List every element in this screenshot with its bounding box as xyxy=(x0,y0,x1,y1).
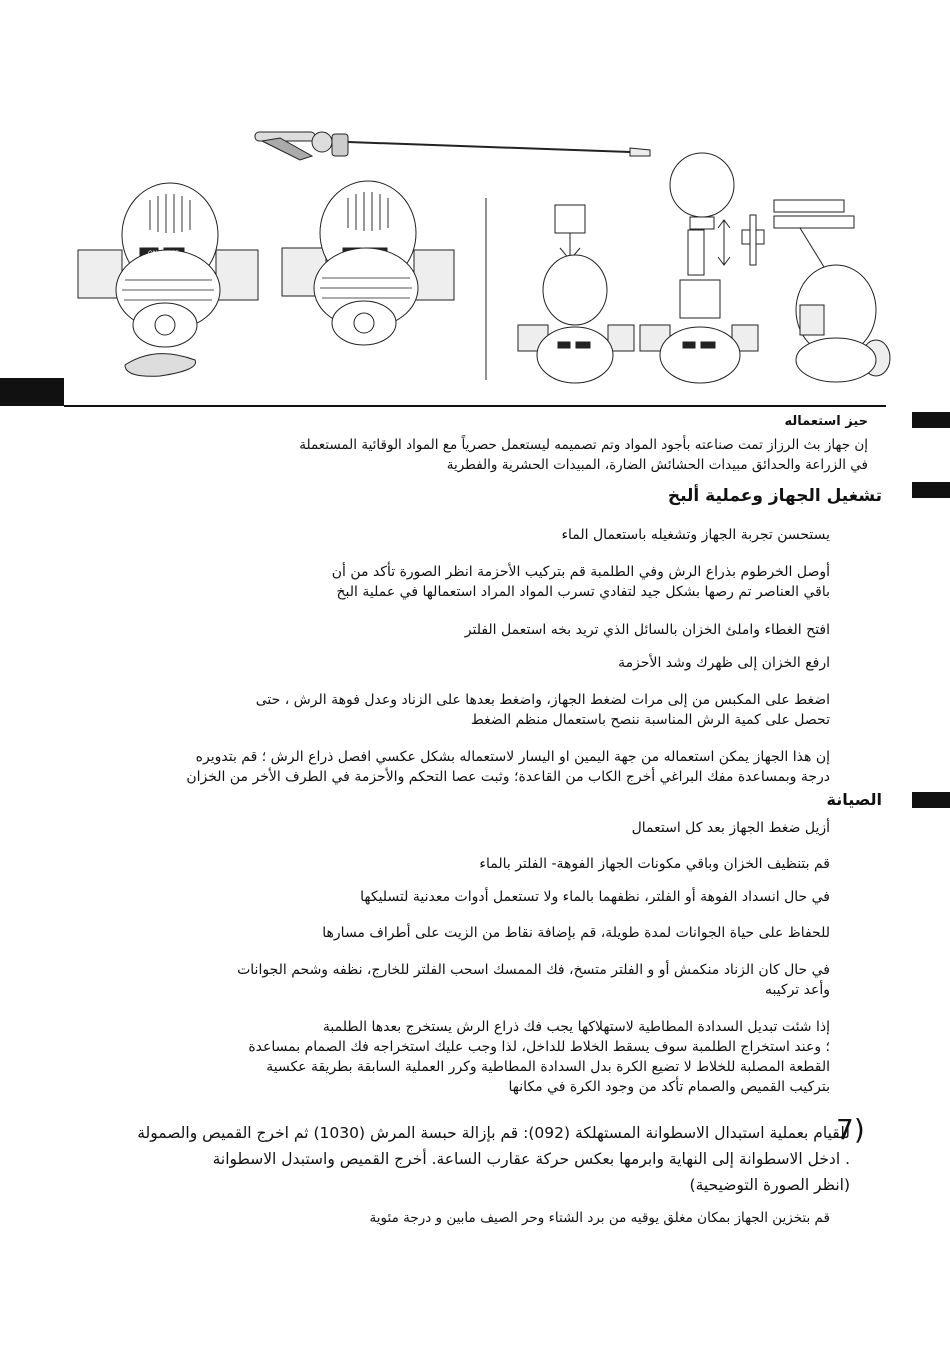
operation-item-5: إن هذا الجهاز يمكن استعماله من جهة اليمين او اليسار لاستعماله بشكل عكسي افصل ذراع الرش ؛ قم بتدويره درجة وبمساعدة مفك البراغي أخرج الكاب من القاعدة؛ وثبت عصا التحكم والأحزمة في الطرف الأخر من الخزان xyxy=(186,749,830,785)
operation-item-4: اضغط على المكبس من إلى مرات لضغط الجهاز، واضغط بعدها على الزناد وعدل فوهة الرش ، حتى تحصل على كمية الرش المناسبة ننصح باستعمال منظم الضغط xyxy=(255,692,830,728)
maintenance-item-4: للحفاظ على حياة الجوانات لمدة طويلة، قم بإضافة نقاط من الزيت على أطراف مسارها xyxy=(322,925,830,941)
assembly-step-3-icon xyxy=(742,200,890,382)
horizontal-rule xyxy=(64,405,886,407)
off-label-1: OFF xyxy=(167,250,179,257)
maintenance-item-5: في حال كان الزناد منكمش أو و الفلتر متسخ، فك الممسك اسحب الفلتر للخارج، نظفه وشحم الجوانات وأعد تركيبه xyxy=(237,962,830,998)
operation-title: تشغيل الجهاز وعملية ألبخ xyxy=(667,486,882,506)
on-label-1: ON xyxy=(148,250,158,257)
scope-text: إن جهاز بث الرزاز تمت صناعته بأجود المواد وتم تصميمه ليستعمل حصرياً مع المواد الوقائية المستعملة في الزراعة والحدائق مبيدات الحشائش الضارة، المبيدات الحشرية والفطرية xyxy=(299,437,868,473)
operation-intro: يستحسن تجربة الجهاز وتشغيله باستعمال الماء xyxy=(561,527,830,543)
operation-item-3: ارفع الخزان إلى ظهرك وشد الأحزمة xyxy=(618,655,830,671)
maintenance-item-6: إذا شئت تبديل السدادة المطاطية لاستهلاكها يجب فك ذراع الرش يستخرج بعدها الطلمبة ؛ وعند استخراج الطلمبة سوف يسقط الخلاط للداخل، لذا وجب عليك استخراجه فك الصمام بمساعدة القطعة المصلبة للخلاط لا تضيع الكرة بدل السدادة المطاطية وكرر العملية السابقة بطريقة عكسية بتركيب القميص والصمام تأكد من وجود الكرة في مكانها xyxy=(248,1019,830,1095)
illustration-area xyxy=(0,120,950,410)
right-tab-3 xyxy=(912,792,950,808)
spray-lance-icon xyxy=(255,132,650,160)
assembly-step-1-icon xyxy=(518,205,634,383)
maintenance-item-3: في حال انسداد الفوهة أو الفلتر، نظفهما بالماء ولا تستعمل أدوات معدنية لتسليكها xyxy=(360,889,830,905)
left-section-tab xyxy=(0,378,64,406)
operation-item-2: افتح الغطاء واملئ الخزان بالسائل الذي تريد بخه استعمل الفلتر xyxy=(464,622,830,638)
step-7-number: 7) xyxy=(836,1113,865,1146)
pump-head-2-icon xyxy=(282,181,454,345)
assembly-step-2-icon xyxy=(640,153,758,383)
maintenance-item-1: أزيل ضغط الجهاز بعد كل استعمال xyxy=(631,820,830,836)
step-7-text: للقيام بعملية استبدال الاسطوانة المستهلكة (092): قم بإزالة حبسة المرش (1030) ثم اخرج القميص والصمولة . ادخل الاسطوانة إلى النهاية وابرمها بعكس حركة عقارب الساعة. أخرج القميص واستبدل الاسطوانة (انظر الصورة التوضيحية) xyxy=(137,1124,850,1194)
maintenance-title: الصيانة xyxy=(826,790,882,809)
pump-head-1-icon xyxy=(78,183,258,376)
operation-item-1: أوصل الخرطوم بذراع الرش وفي الطلمبة قم بتركيب الأحزمة انظر الصورة تأكد من أن باقي العناصر تم رصها بشكل جيد لتفادي تسرب المواد المراد استعمالها في عملية البخ xyxy=(331,564,830,600)
maintenance-item-2: قم بتنظيف الخزان وباقي مكونات الجهاز الفوهة- الفلتر بالماء xyxy=(479,856,830,872)
right-tab-1 xyxy=(912,412,950,428)
storage-text: قم بتخزين الجهاز بمكان مغلق يوقيه من برد الشتاء وحر الصيف مابين و درجة مئوية xyxy=(369,1210,830,1226)
right-tab-2 xyxy=(912,482,950,498)
scope-title: حيز استعماله xyxy=(784,414,868,429)
